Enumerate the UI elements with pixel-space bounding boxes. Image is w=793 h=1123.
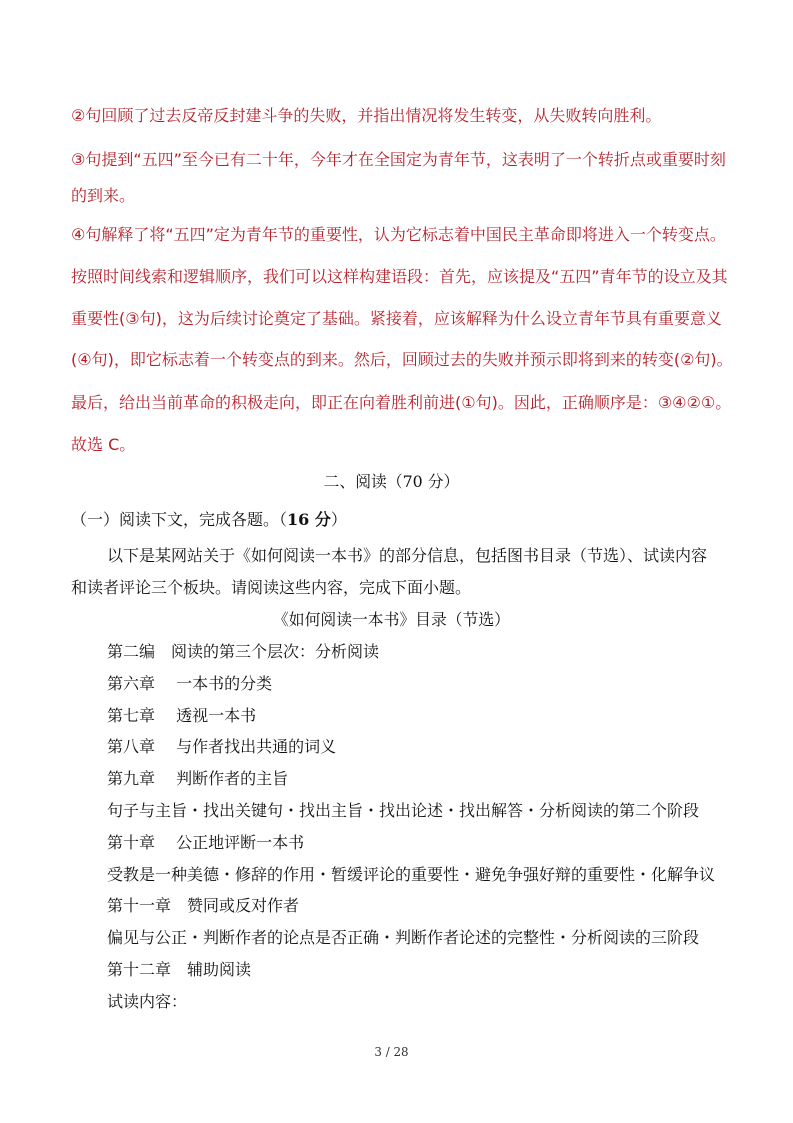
toc-item: 受教是一种美德・修辞的作用・暂缓评论的重要性・避免争强好辩的重要性・化解争议 (107, 865, 716, 884)
intro-line-2: 和读者评论三个板块。请阅读这些内容，完成下面小题。 (71, 578, 472, 597)
answer-line-5: 按照时间线索和逻辑顺序，我们可以这样构建语段：首先，应该提及“五四”青年节的设立及其 (71, 267, 728, 286)
toc-item: 第九章 判断作者的主旨 (107, 769, 289, 788)
toc-title: 《如何阅读一本书》目录（节选） (272, 610, 510, 629)
toc-item: 偏见与公正・判断作者的论点是否正确・判断作者论述的完整性・分析阅读的三阶段 (107, 928, 700, 947)
toc-item: 第十章 公正地评断一本书 (107, 833, 305, 852)
page-number: 3 / 28 (374, 1045, 409, 1059)
toc-item: 第八章 与作者找出共通的词义 (107, 737, 337, 756)
toc-item: 第十二章 辅助阅读 (107, 960, 252, 979)
answer-line-3: 的到来。 (71, 186, 136, 205)
subsection-score: 16 分 (287, 510, 331, 529)
toc-item: 句子与主旨・找出关键句・找出主旨・找出论述・找出解答・分析阅读的第二个阶段 (107, 801, 700, 820)
answer-line-6: 重要性(③句)，这为后续讨论奠定了基础。紧接着，应该解释为什么设立青年节具有重要意义 (71, 309, 722, 328)
toc-item: 试读内容： (107, 992, 188, 1011)
toc-item: 第十一章 赞同或反对作者 (107, 896, 300, 915)
toc-item: 第二编 阅读的第三个层次：分析阅读 (107, 642, 380, 661)
subsection-heading (71, 510, 347, 530)
section-title: 二、阅读（70 分） (323, 472, 460, 491)
toc-item: 第七章 透视一本书 (107, 706, 257, 725)
answer-line-2: ③句提到“五四”至今已有二十年，今年才在全国定为青年节，这表明了一个转折点或重要时刻 (71, 150, 726, 169)
subsection-suffix: ） (330, 510, 347, 529)
intro-line-1: 以下是某网站关于《如何阅读一本书》的部分信息，包括图书目录（节选）、试读内容 (107, 546, 708, 565)
answer-line-7: (④句)，即它标志着一个转变点的到来。然后，回顾过去的失败并预示即将到来的转变(②句)。 (71, 350, 733, 369)
answer-line-8: 最后，给出当前革命的积极走向，即正在向着胜利前进(①句)。因此，正确顺序是：③④②①。 (71, 393, 732, 412)
toc-item: 第六章 一本书的分类 (107, 674, 273, 693)
answer-line-9: 故选 C。 (71, 435, 136, 454)
subsection-prefix: （一）阅读下文，完成各题。（ (71, 510, 288, 529)
answer-line-1: ②句回顾了过去反帝反封建斗争的失败，并指出情况将发生转变，从失败转向胜利。 (71, 106, 662, 125)
answer-line-4: ④句解释了将“五四”定为青年节的重要性，认为它标志着中国民主革命即将进入一个转变点。 (71, 225, 726, 244)
